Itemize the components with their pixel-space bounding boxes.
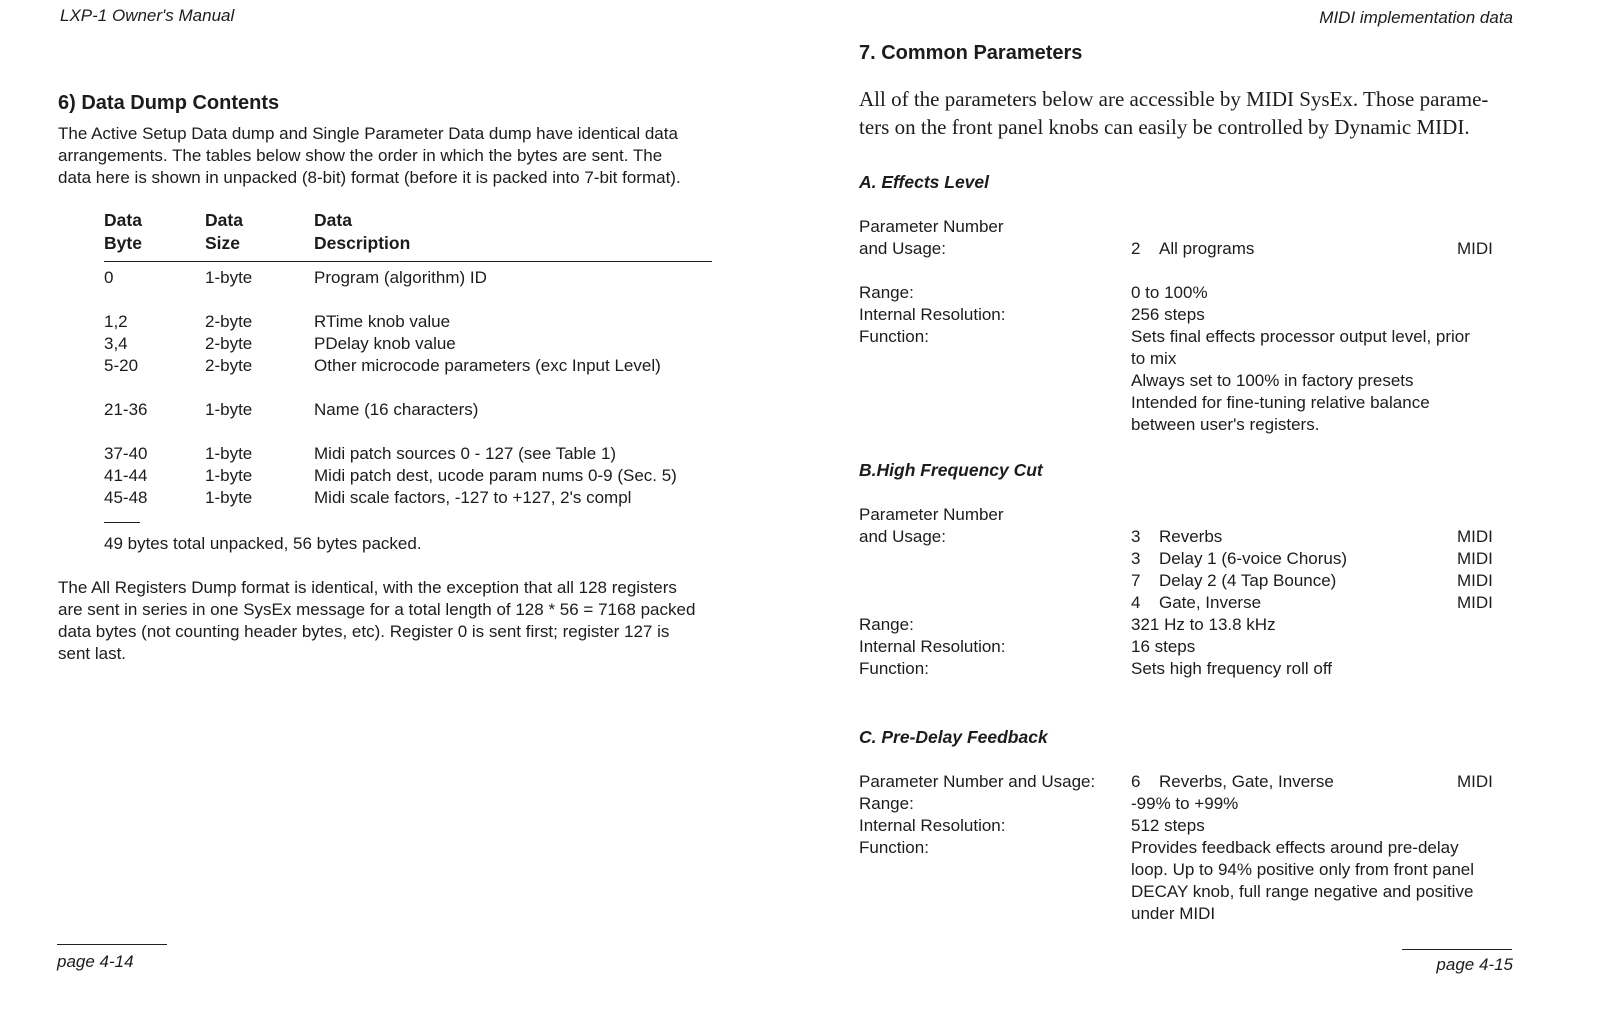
common-intro-paragraph bbox=[859, 85, 1488, 141]
right-running-header: MIDI implementation data bbox=[1319, 8, 1513, 27]
table-cell: Program (algorithm) ID bbox=[314, 268, 487, 287]
effects-level-midi: MIDI bbox=[1457, 239, 1493, 258]
section-title-data-dump: 6) Data Dump Contents bbox=[58, 92, 280, 114]
pre-delay-values: -99% to +99% 512 steps Provides feedback effects around pre-delay loop. Up to 94% positive only from front panel DECAY knob, full range negative and positive under MIDI bbox=[1131, 794, 1475, 923]
subsection-title-high-frequency-cut: B.High Frequency Cut bbox=[859, 460, 1043, 480]
pre-delay-midi: MIDI bbox=[1457, 772, 1493, 791]
subsection-title-pre-delay-feedback: C. Pre-Delay Feedback bbox=[859, 727, 1048, 747]
table-cell: Name (16 characters) bbox=[314, 400, 479, 419]
effects-level-labels: Parameter Number and Usage: Range: Internal Resolution: Function: bbox=[859, 217, 1006, 346]
table-cell: 2-byte bbox=[205, 334, 253, 353]
table-cell: 3,4 bbox=[104, 334, 128, 353]
table-cell: 5-20 bbox=[104, 356, 139, 375]
hf-cut-param-nums: 3 3 7 4 bbox=[1131, 527, 1141, 612]
intro-line: The Active Setup Data dump and Single Parameter Data dump have identical data bbox=[58, 124, 678, 143]
table-cell: 21-36 bbox=[104, 400, 148, 419]
table-cell: Midi patch sources 0 - 127 (see Table 1) bbox=[314, 444, 617, 463]
table-cell: 37-40 bbox=[104, 444, 148, 463]
pre-delay-param-num: 6 bbox=[1131, 772, 1141, 791]
hf-cut-midi: MIDI MIDI MIDI MIDI bbox=[1457, 527, 1493, 612]
table-header-size: Data Size bbox=[205, 210, 243, 253]
closing-line: sent last. bbox=[58, 644, 127, 663]
effects-level-values: 0 to 100% 256 steps Sets final effects processor output level, prior to mix Always set to 100% in factory presets Intended for fine-tuning relative balance between user's registers. bbox=[1131, 283, 1470, 434]
intro-line: data here is shown in unpacked (8-bit) format (before it is packed into 7-bit format). bbox=[58, 168, 681, 187]
table-cell: 1,2 bbox=[104, 312, 128, 331]
left-page-number: page 4-14 bbox=[57, 952, 134, 971]
table-header-byte: Data Byte bbox=[104, 210, 142, 253]
table-cell: 1-byte bbox=[205, 444, 253, 463]
hf-cut-labels: Parameter Number and Usage: Range: Internal Resolution: Function: bbox=[859, 505, 1006, 678]
table-col-size bbox=[205, 267, 252, 509]
table-total-rule bbox=[104, 522, 140, 523]
left-running-header: LXP-1 Owner's Manual bbox=[60, 6, 235, 25]
intro-line: arrangements. The tables below show the order in which the bytes are sent. The bbox=[58, 146, 663, 165]
table-header-rule bbox=[104, 261, 712, 262]
table-cell: 45-48 bbox=[104, 488, 148, 507]
closing-line: The All Registers Dump format is identical, with the exception that all 128 registers bbox=[58, 578, 677, 597]
intro-paragraph bbox=[58, 123, 681, 189]
table-cell: Midi scale factors, -127 to +127, 2's compl bbox=[314, 488, 632, 507]
table-cell: 1-byte bbox=[205, 268, 253, 287]
section-title-common-parameters: 7. Common Parameters bbox=[859, 42, 1083, 64]
table-total: 49 bytes total unpacked, 56 bytes packed. bbox=[104, 534, 422, 553]
table-cell: 41-44 bbox=[104, 466, 148, 485]
table-cell: 1-byte bbox=[205, 488, 253, 507]
closing-line: are sent in series in one SysEx message for a total length of 128 * 56 = 7168 packed bbox=[58, 600, 696, 619]
table-cell: RTime knob value bbox=[314, 312, 451, 331]
effects-level-param-usage: All programs bbox=[1159, 239, 1255, 258]
table-cell: 1-byte bbox=[205, 466, 253, 485]
hf-cut-values: 321 Hz to 13.8 kHz 16 steps Sets high frequency roll off bbox=[1131, 615, 1332, 678]
table-header-description: Data Description bbox=[314, 210, 411, 253]
right-footer-rule bbox=[1402, 949, 1512, 950]
pre-delay-labels: Parameter Number and Usage: Range: Internal Resolution: Function: bbox=[859, 772, 1096, 857]
table-cell: 2-byte bbox=[205, 312, 253, 331]
closing-line: data bytes (not counting header bytes, etc). Register 0 is sent first; register 127 is bbox=[58, 622, 670, 641]
table-cell: 1-byte bbox=[205, 400, 253, 419]
common-intro-line: ters on the front panel knobs can easily be controlled by Dynamic MIDI. bbox=[859, 115, 1470, 139]
table-cell: Other microcode parameters (exc Input Level) bbox=[314, 356, 661, 375]
left-footer-rule bbox=[57, 944, 167, 945]
hf-cut-param-usages: Reverbs Delay 1 (6-voice Chorus) Delay 2 (4 Tap Bounce) Gate, Inverse bbox=[1159, 527, 1348, 612]
table-cell: 0 bbox=[104, 268, 114, 287]
common-intro-line: All of the parameters below are accessible by MIDI SysEx. Those parame- bbox=[859, 87, 1489, 111]
effects-level-param-num: 2 bbox=[1131, 239, 1141, 258]
table-col-description bbox=[314, 267, 677, 509]
table-cell: 2-byte bbox=[205, 356, 253, 375]
table-col-byte bbox=[104, 267, 147, 509]
right-page-number: page 4-15 bbox=[1436, 955, 1513, 974]
closing-paragraph bbox=[58, 577, 695, 665]
subsection-title-effects-level: A. Effects Level bbox=[859, 172, 990, 192]
pre-delay-param-usage: Reverbs, Gate, Inverse bbox=[1159, 772, 1334, 791]
table-cell: PDelay knob value bbox=[314, 334, 456, 353]
table-cell: Midi patch dest, ucode param nums 0-9 (Sec. 5) bbox=[314, 466, 677, 485]
